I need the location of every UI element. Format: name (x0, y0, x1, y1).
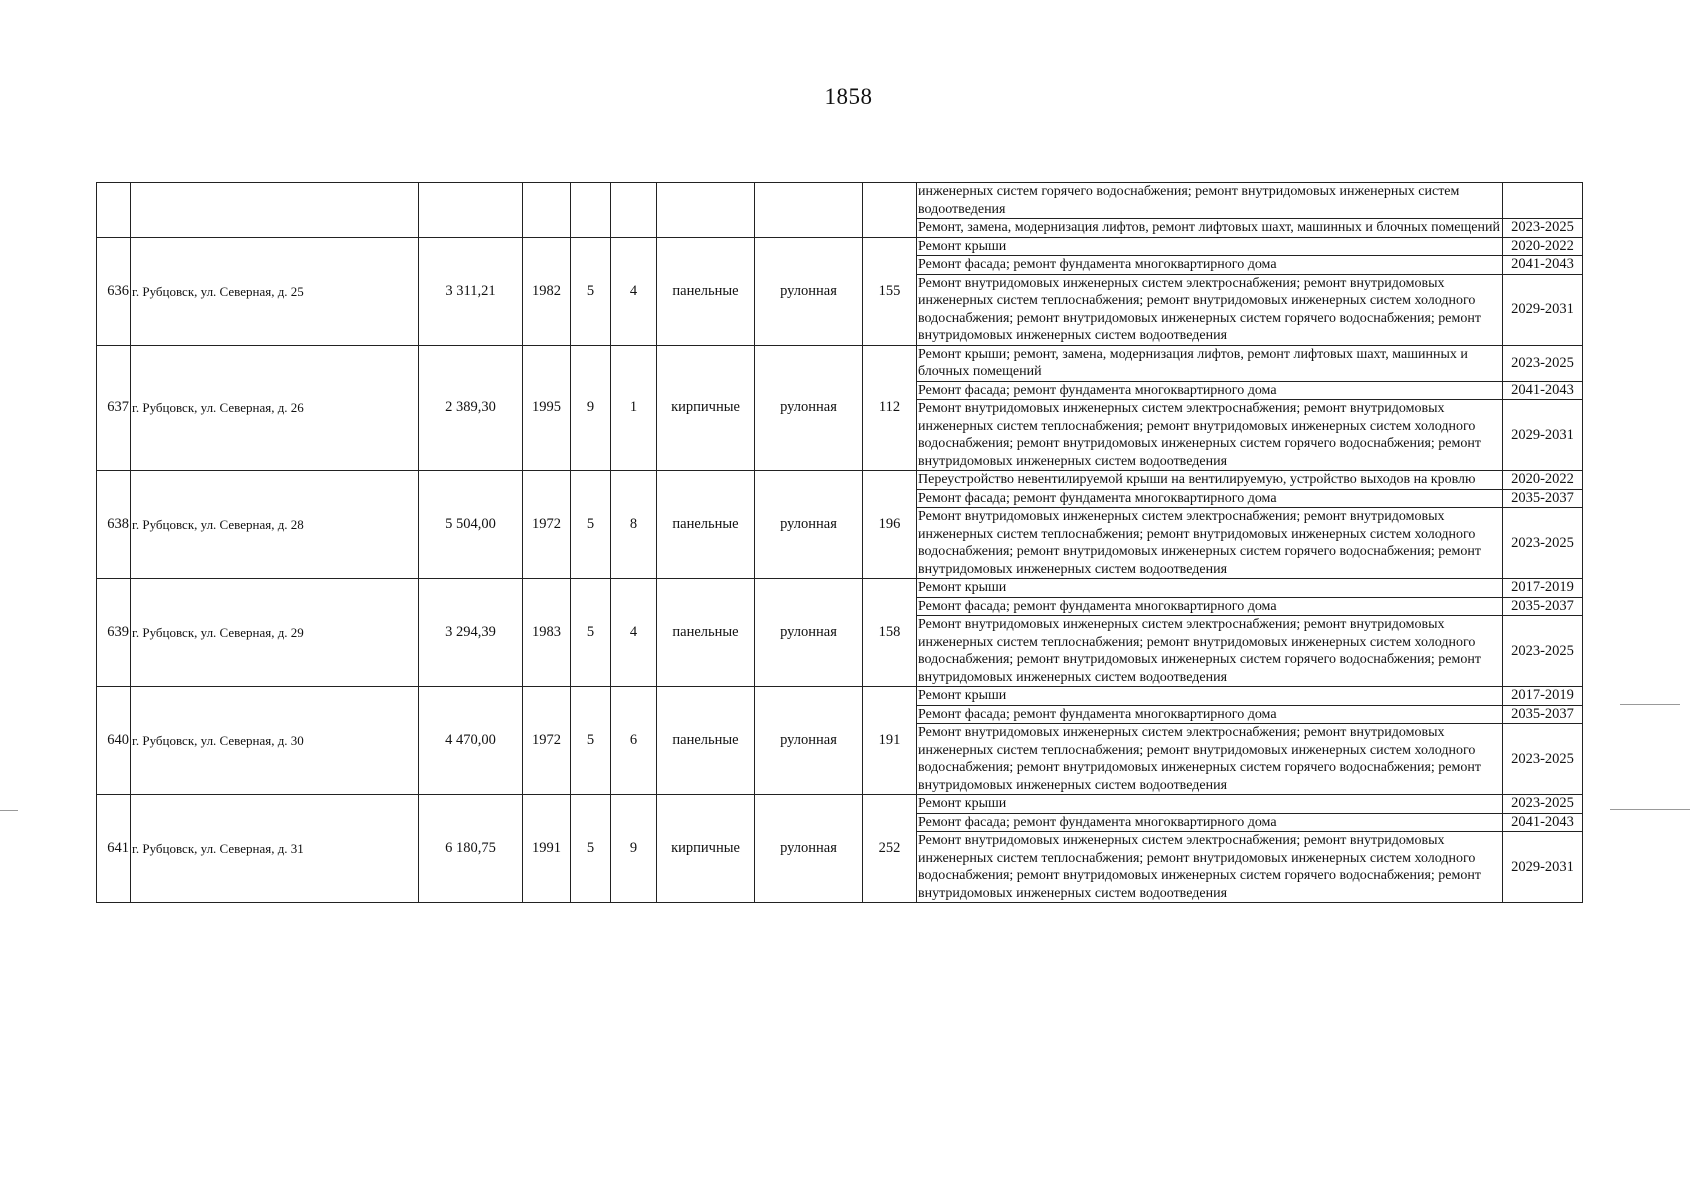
cell-period: 2023-2025 (1503, 616, 1583, 687)
cell-wall (657, 183, 755, 238)
cell-floors: 5 (571, 237, 611, 345)
cell-work: Ремонт фасада; ремонт фундамента многоквартирного дома (917, 256, 1503, 275)
cell-area: 6 180,75 (419, 795, 523, 903)
cell-period: 2017-2019 (1503, 579, 1583, 598)
cell-residents: 158 (863, 579, 917, 687)
table-row (97, 183, 1583, 219)
cell-period: 2035-2037 (1503, 489, 1583, 508)
cell-year: 1982 (523, 237, 571, 345)
cell-residents (863, 183, 917, 238)
cell-wall: кирпичные (657, 345, 755, 471)
cell-period: 2017-2019 (1503, 687, 1583, 706)
page-number: 1858 (824, 84, 873, 109)
cell-floors (571, 183, 611, 238)
cell-num: 637 (97, 345, 131, 471)
cell-entrances: 4 (611, 237, 657, 345)
cell-period: 2020-2022 (1503, 237, 1583, 256)
cell-num (97, 183, 131, 238)
cell-period: 2041-2043 (1503, 256, 1583, 275)
cell-period: 2023-2025 (1503, 345, 1583, 381)
cell-entrances: 1 (611, 345, 657, 471)
cell-entrances: 8 (611, 471, 657, 579)
cell-year: 1983 (523, 579, 571, 687)
cell-work: Ремонт фасада; ремонт фундамента многоквартирного дома (917, 813, 1503, 832)
cell-roof: рулонная (755, 237, 863, 345)
cell-year: 1972 (523, 687, 571, 795)
cell-address: г. Рубцовск, ул. Северная, д. 29 (131, 579, 419, 687)
cell-period: 2023-2025 (1503, 508, 1583, 579)
table-body (97, 183, 1583, 903)
cell-area (419, 183, 523, 238)
cell-floors: 5 (571, 471, 611, 579)
scan-artifact-line (1610, 809, 1690, 810)
cell-year: 1972 (523, 471, 571, 579)
cell-floors: 9 (571, 345, 611, 471)
cell-work: Ремонт внутридомовых инженерных систем электроснабжения; ремонт внутридомовых инженерных систем теплоснабжения; ремонт внутридомовых инженерных систем холодного водоснабжения; ремонт внутридомовых инженерных систем горячего водоснабжения; ремонт внутридомовых инженерных систем водоотведения (917, 724, 1503, 795)
cell-roof: рулонная (755, 579, 863, 687)
cell-period: 2023-2025 (1503, 219, 1583, 238)
scan-artifact-line (0, 810, 18, 811)
table-row (97, 471, 1583, 490)
cell-entrances (611, 183, 657, 238)
cell-num: 638 (97, 471, 131, 579)
cell-roof: рулонная (755, 345, 863, 471)
cell-residents: 112 (863, 345, 917, 471)
cell-floors: 5 (571, 795, 611, 903)
cell-period: 2035-2037 (1503, 705, 1583, 724)
cell-floors: 5 (571, 579, 611, 687)
cell-num: 636 (97, 237, 131, 345)
cell-area: 5 504,00 (419, 471, 523, 579)
cell-residents: 155 (863, 237, 917, 345)
cell-roof: рулонная (755, 687, 863, 795)
cell-year: 1995 (523, 345, 571, 471)
cell-period: 2041-2043 (1503, 381, 1583, 400)
table-row (97, 687, 1583, 706)
cell-area: 3 311,21 (419, 237, 523, 345)
cell-period: 2020-2022 (1503, 471, 1583, 490)
cell-period: 2029-2031 (1503, 832, 1583, 903)
cell-period: 2029-2031 (1503, 274, 1583, 345)
cell-period: 2041-2043 (1503, 813, 1583, 832)
cell-period (1503, 183, 1583, 219)
cell-roof: рулонная (755, 795, 863, 903)
cell-wall: панельные (657, 687, 755, 795)
cell-work: Ремонт крыши (917, 795, 1503, 814)
cell-address: г. Рубцовск, ул. Северная, д. 26 (131, 345, 419, 471)
cell-floors: 5 (571, 687, 611, 795)
cell-work: Ремонт внутридомовых инженерных систем электроснабжения; ремонт внутридомовых инженерных систем теплоснабжения; ремонт внутридомовых инженерных систем холодного водоснабжения; ремонт внутридомовых инженерных систем горячего водоснабжения; ремонт внутридомовых инженерных систем водоотведения (917, 508, 1503, 579)
cell-period: 2023-2025 (1503, 795, 1583, 814)
cell-residents: 191 (863, 687, 917, 795)
cell-period: 2029-2031 (1503, 400, 1583, 471)
cell-address: г. Рубцовск, ул. Северная, д. 31 (131, 795, 419, 903)
cell-work: Ремонт фасада; ремонт фундамента многоквартирного дома (917, 597, 1503, 616)
cell-wall: панельные (657, 237, 755, 345)
cell-num: 640 (97, 687, 131, 795)
cell-work: Ремонт крыши (917, 579, 1503, 598)
cell-area: 2 389,30 (419, 345, 523, 471)
cell-work: Ремонт фасада; ремонт фундамента многоквартирного дома (917, 381, 1503, 400)
cell-address: г. Рубцовск, ул. Северная, д. 25 (131, 237, 419, 345)
cell-period: 2023-2025 (1503, 724, 1583, 795)
cell-work: Ремонт крыши (917, 687, 1503, 706)
table-row (97, 345, 1583, 381)
cell-roof: рулонная (755, 471, 863, 579)
scan-artifact-line (1620, 704, 1680, 705)
cell-residents: 196 (863, 471, 917, 579)
cell-period: 2035-2037 (1503, 597, 1583, 616)
housing-repair-table (96, 182, 1583, 903)
cell-wall: кирпичные (657, 795, 755, 903)
cell-address: г. Рубцовск, ул. Северная, д. 30 (131, 687, 419, 795)
cell-work: Переустройство невентилируемой крыши на вентилируемую, устройство выходов на кровлю (917, 471, 1503, 490)
cell-work: Ремонт внутридомовых инженерных систем электроснабжения; ремонт внутридомовых инженерных систем теплоснабжения; ремонт внутридомовых инженерных систем холодного водоснабжения; ремонт внутридомовых инженерных систем горячего водоснабжения; ремонт внутридомовых инженерных систем водоотведения (917, 832, 1503, 903)
cell-entrances: 4 (611, 579, 657, 687)
table-row (97, 579, 1583, 598)
cell-work: Ремонт внутридомовых инженерных систем электроснабжения; ремонт внутридомовых инженерных систем теплоснабжения; ремонт внутридомовых инженерных систем холодного водоснабжения; ремонт внутридомовых инженерных систем горячего водоснабжения; ремонт внутридомовых инженерных систем водоотведения (917, 616, 1503, 687)
cell-num: 641 (97, 795, 131, 903)
cell-wall: панельные (657, 579, 755, 687)
cell-area: 3 294,39 (419, 579, 523, 687)
table-row (97, 795, 1583, 814)
cell-roof (755, 183, 863, 238)
cell-entrances: 6 (611, 687, 657, 795)
cell-work: Ремонт фасада; ремонт фундамента многоквартирного дома (917, 705, 1503, 724)
cell-year: 1991 (523, 795, 571, 903)
cell-work: инженерных систем горячего водоснабжения; ремонт внутридомовых инженерных систем водоотведения (917, 183, 1503, 219)
cell-residents: 252 (863, 795, 917, 903)
cell-work: Ремонт, замена, модернизация лифтов, ремонт лифтовых шахт, машинных и блочных помещений (917, 219, 1503, 238)
cell-address (131, 183, 419, 238)
cell-work: Ремонт крыши; ремонт, замена, модернизация лифтов, ремонт лифтовых шахт, машинных и блочных помещений (917, 345, 1503, 381)
cell-year (523, 183, 571, 238)
cell-num: 639 (97, 579, 131, 687)
cell-work: Ремонт фасада; ремонт фундамента многоквартирного дома (917, 489, 1503, 508)
cell-work: Ремонт внутридомовых инженерных систем электроснабжения; ремонт внутридомовых инженерных систем теплоснабжения; ремонт внутридомовых инженерных систем холодного водоснабжения; ремонт внутридомовых инженерных систем горячего водоснабжения; ремонт внутридомовых инженерных систем водоотведения (917, 274, 1503, 345)
cell-work: Ремонт внутридомовых инженерных систем электроснабжения; ремонт внутридомовых инженерных систем теплоснабжения; ремонт внутридомовых инженерных систем холодного водоснабжения; ремонт внутридомовых инженерных систем горячего водоснабжения; ремонт внутридомовых инженерных систем водоотведения (917, 400, 1503, 471)
cell-work: Ремонт крыши (917, 237, 1503, 256)
cell-wall: панельные (657, 471, 755, 579)
cell-entrances: 9 (611, 795, 657, 903)
table-row (97, 237, 1583, 256)
cell-address: г. Рубцовск, ул. Северная, д. 28 (131, 471, 419, 579)
cell-area: 4 470,00 (419, 687, 523, 795)
